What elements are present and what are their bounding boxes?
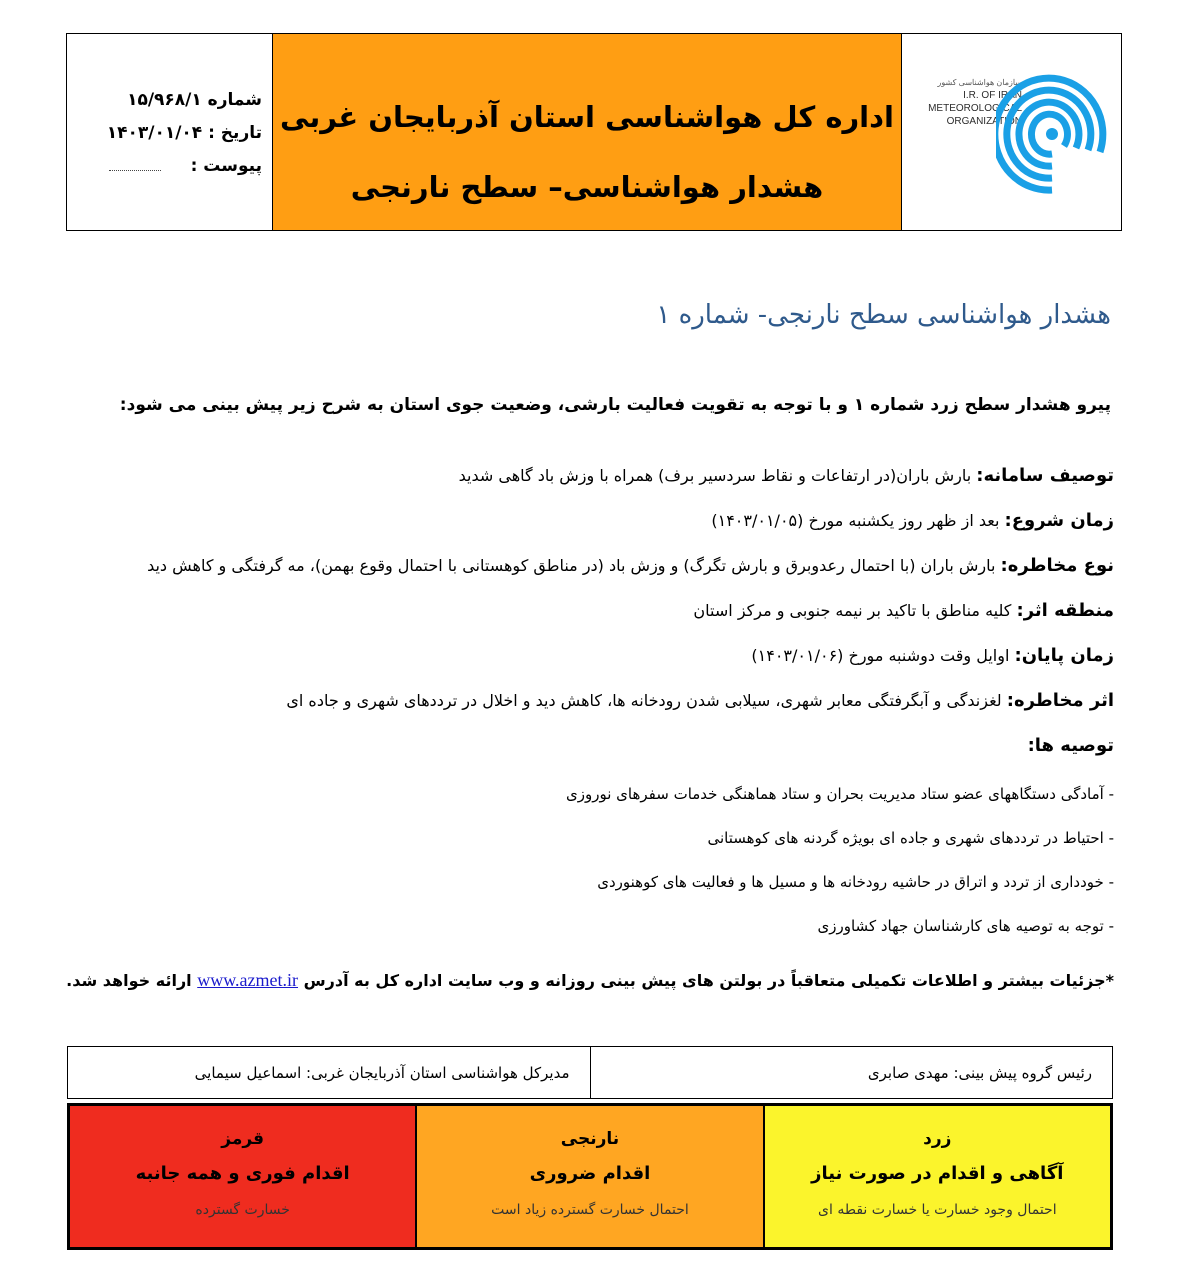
level-description: احتمال خسارت گسترده زیاد است bbox=[491, 1202, 689, 1218]
level-name: قرمز bbox=[221, 1129, 265, 1149]
level-description: احتمال وجود خسارت یا خسارت نقطه ای bbox=[818, 1202, 1057, 1218]
letter-header bbox=[66, 33, 1122, 231]
recommendations-list bbox=[74, 785, 1114, 961]
organization-logo bbox=[902, 34, 1121, 230]
field-hazard-type bbox=[74, 555, 1114, 600]
field-hazard-impact bbox=[74, 690, 1114, 735]
level-description: خسارت گسترده bbox=[195, 1202, 290, 1218]
recommendation-item: - احتیاط در ترددهای شهری و جاده ای بویژه گردنه های کوهستانی bbox=[707, 829, 1114, 847]
field-label: توصیف سامانه: bbox=[976, 465, 1114, 486]
footnote-text: *جزئیات بیشتر و اطلاعات تکمیلی متعاقباً در بولتن های پیش بینی روزانه و وب سایت اداره کل به آدرس bbox=[298, 971, 1114, 990]
field-value: بعد از ظهر روز یکشنبه مورخ (۱۴۰۳/۰۱/۰۵) bbox=[711, 511, 1005, 530]
letter-meta bbox=[67, 34, 273, 230]
field-label: منطقه اثر: bbox=[1016, 600, 1114, 621]
level-action: آگاهی و اقدام در صورت نیاز bbox=[811, 1163, 1064, 1184]
forecast-head-signature: رئیس گروه پیش بینی: مهدی صابری bbox=[867, 1063, 1092, 1082]
letter-attachment bbox=[67, 150, 262, 183]
level-action: اقدام ضروری bbox=[529, 1163, 651, 1184]
director-signature: مدیرکل هواشناسی استان آذربایجان غربی: اسماعیل سیمایی bbox=[68, 1047, 591, 1098]
level-action: اقدام فوری و همه جانبه bbox=[135, 1163, 350, 1184]
letter-number: شماره ۱۵/۹۶۸/۱ bbox=[127, 90, 262, 110]
letter-date: تاریخ : ۱۴۰۳/۰۱/۰۴ bbox=[106, 123, 262, 143]
logo-line-3: ORGANIZATION bbox=[946, 116, 1022, 127]
recommendation-item: - خودداری از تردد و اتراق در حاشیه رودخانه ها و مسیل ها و فعالیت های کوهنوردی bbox=[597, 873, 1114, 891]
recommendation-item: - آمادگی دستگاههای عضو ستاد مدیریت بحران و ستاد هماهنگی خدمات سفرهای نوروزی bbox=[565, 785, 1114, 803]
warning-level-title: هشدار هواشناسی– سطح نارنجی bbox=[350, 170, 824, 204]
attachment-label: پیوست : bbox=[190, 156, 262, 176]
field-value: بارش باران (با احتمال رعدوبرق و بارش تگرگ) و وزش باد (در مناطق کوهستانی با احتمال وقوع بهمن)، مه گرفتگی و کاهش دید bbox=[147, 556, 1001, 575]
field-end-time bbox=[74, 645, 1114, 690]
level-name: زرد bbox=[923, 1129, 952, 1149]
field-value: بارش باران(در ارتفاعات و نقاط سردسیر برف) همراه با وزش باد گاهی شدید bbox=[458, 466, 977, 485]
field-label: زمان شروع: bbox=[1004, 510, 1114, 531]
field-label: زمان پایان: bbox=[1014, 645, 1114, 666]
website-link[interactable]: www.azmet.ir bbox=[197, 970, 299, 990]
warning-details bbox=[74, 465, 1114, 780]
footnote bbox=[66, 970, 1114, 991]
field-label: نوع مخاطره: bbox=[1000, 555, 1114, 576]
logo-line-2: METEOROLOGICAL bbox=[928, 103, 1022, 114]
attachment-blank bbox=[109, 156, 161, 171]
signature-table bbox=[67, 1046, 1113, 1099]
meteorological-spiral-icon bbox=[996, 72, 1108, 198]
document-title: هشدار هواشناسی سطح نارنجی- شماره ۱ bbox=[656, 300, 1111, 330]
level-orange bbox=[415, 1106, 762, 1247]
intro-paragraph: پیرو هشدار سطح زرد شماره ۱ و با توجه به تقویت فعالیت بارشی، وضعیت جوی استان به شرح زیر پیش بینی می شود: bbox=[119, 395, 1111, 415]
level-name: نارنجی bbox=[560, 1129, 620, 1149]
field-system-description bbox=[74, 465, 1114, 510]
field-start-time bbox=[74, 510, 1114, 555]
level-yellow bbox=[763, 1106, 1110, 1247]
field-value: کلیه مناطق با تاکید بر نیمه جنوبی و مرکز استان bbox=[693, 601, 1017, 620]
field-recommendations-heading bbox=[74, 735, 1114, 780]
level-red bbox=[70, 1106, 415, 1247]
recommendation-item: - توجه به توصیه های کارشناسان جهاد کشاورزی bbox=[817, 917, 1114, 935]
field-value: لغزندگی و آبگرفتگی معابر شهری، سیلابی شدن رودخانه ها، کاهش دید و اخلال در ترددهای شهری و جاده ای bbox=[286, 691, 1007, 710]
warning-level-legend bbox=[67, 1103, 1113, 1250]
logo-fa-text: سازمان هواشناسی کشور bbox=[937, 78, 1022, 87]
logo-line-1: I.R. OF IRAN bbox=[963, 90, 1022, 101]
office-title: اداره کل هواشناسی استان آذربایجان غربی bbox=[280, 100, 894, 134]
field-label: توصیه ها: bbox=[1027, 735, 1114, 756]
field-value: اوایل وقت دوشنبه مورخ (۱۴۰۳/۰۱/۰۶) bbox=[751, 646, 1015, 665]
field-affected-area bbox=[74, 600, 1114, 645]
header-title-block bbox=[273, 34, 902, 230]
field-label: اثر مخاطره: bbox=[1006, 690, 1114, 711]
footnote-text-end: ارائه خواهد شد. bbox=[66, 971, 198, 990]
